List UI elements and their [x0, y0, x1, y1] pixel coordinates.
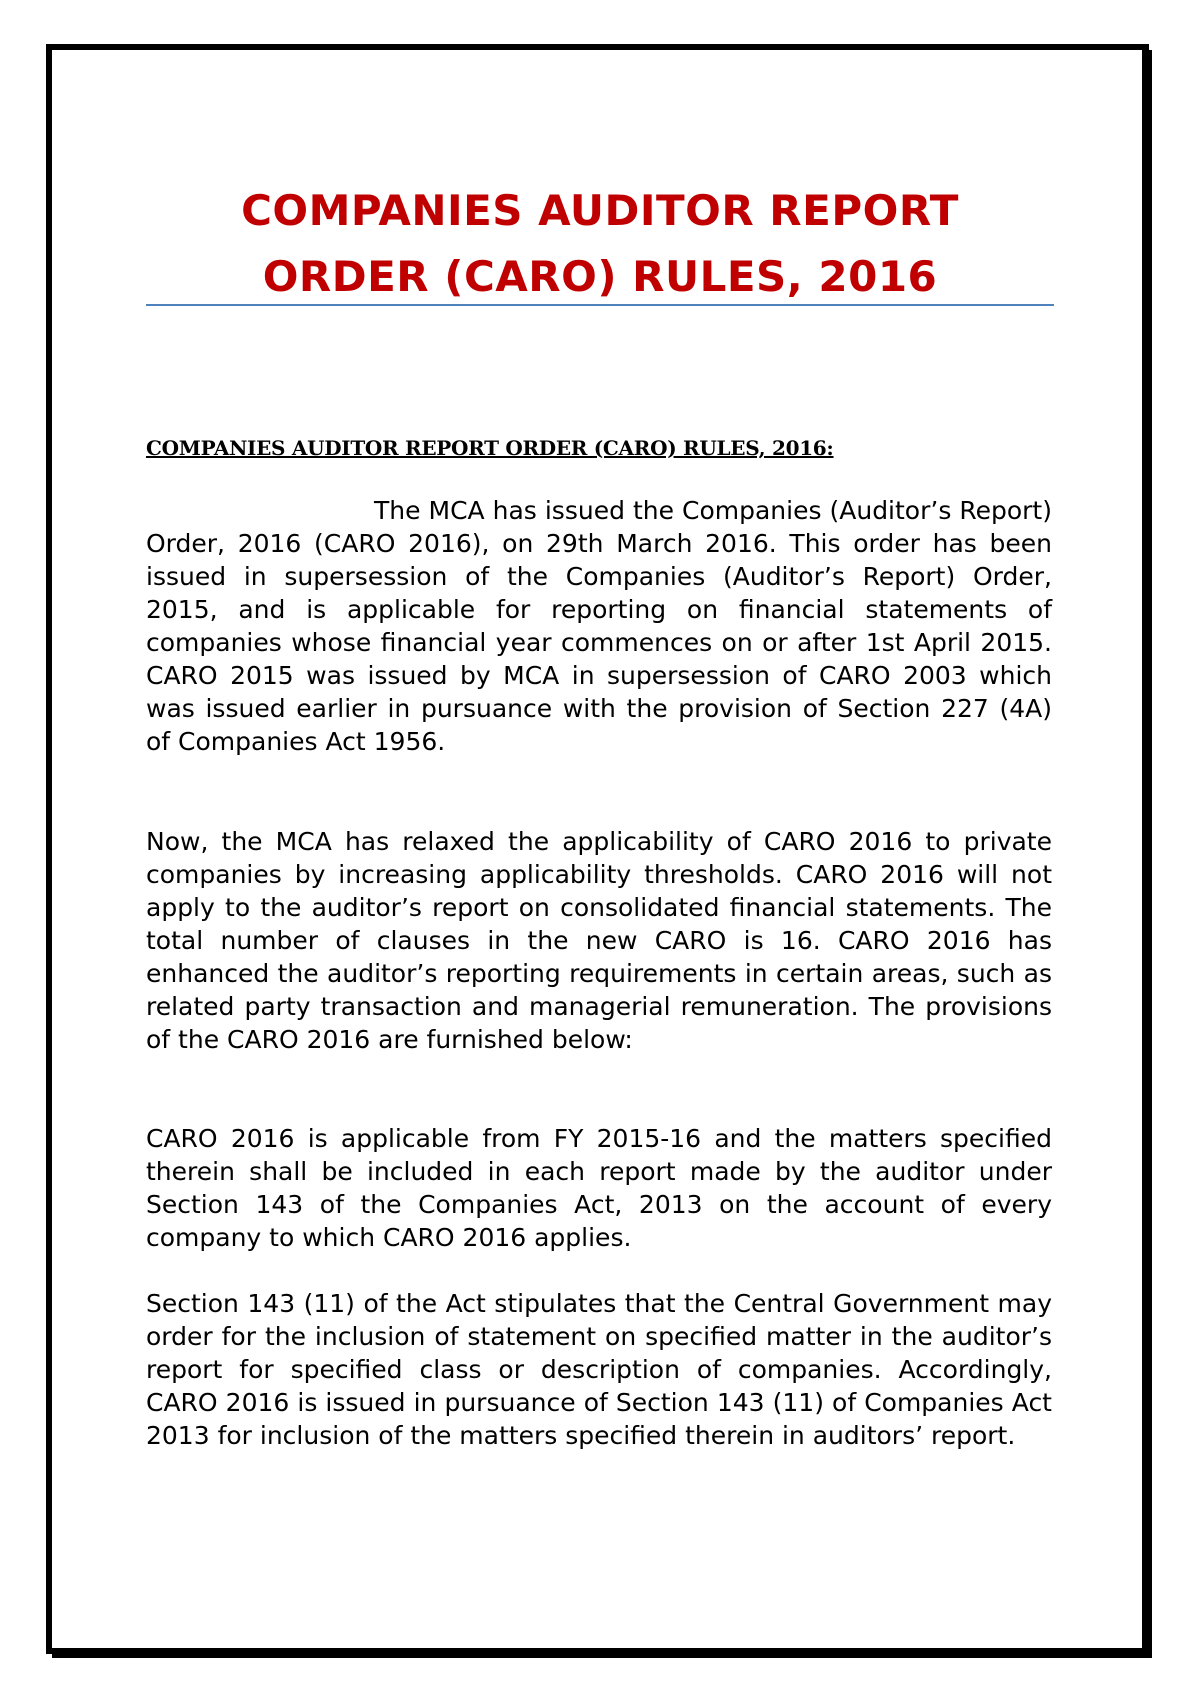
- document-title: [146, 178, 1054, 310]
- paragraph-1: The MCA has issued the Companies (Auditor’s Report) Order, 2016 (CARO 2016), on 29th March 2016. This order has been issued in supersession of the Companies (Auditor’s Report) Order, 2015, and is applicable for reporting on financial statements of companies whose financial year commences on or after 1st April 2015. CARO 2015 was issued by MCA in supersession of CARO 2003 which was issued earlier in pursuance with the provision of Section 227 (4A) of Companies Act 1956.: [146, 496, 1052, 756]
- document-title-line-1: COMPANIES AUDITOR REPORT: [241, 186, 959, 235]
- title-underline-rule: [146, 304, 1054, 306]
- section-heading: COMPANIES AUDITOR REPORT ORDER (CARO) RULES, 2016:: [146, 436, 834, 460]
- paragraph-4: Section 143 (11) of the Act stipulates that the Central Government may order for the inclusion of statement on specified matter in the auditor’s report for specified class or description of companies. Accordingly, CARO 2016 is issued in pursuance of Section 143 (11) of Companies Act 2013 for inclusion of the matters specified therein in auditors’ report.: [146, 1289, 1052, 1450]
- paragraph-2: Now, the MCA has relaxed the applicability of CARO 2016 to private companies by increasing applicability thresholds. CARO 2016 will not apply to the auditor’s report on consolidated financial statements. The total number of clauses in the new CARO is 16. CARO 2016 has enhanced the auditor’s reporting requirements in certain areas, such as related party transaction and managerial remuneration. The provisions of the CARO 2016 are furnished below:: [146, 827, 1052, 1054]
- paragraph-3: CARO 2016 is applicable from FY 2015-16 and the matters specified therein shall be included in each report made by the auditor under Section 143 of the Companies Act, 2013 on the account of every company to which CARO 2016 applies.: [146, 1124, 1052, 1252]
- document-title-line-2: ORDER (CARO) RULES, 2016: [262, 252, 938, 301]
